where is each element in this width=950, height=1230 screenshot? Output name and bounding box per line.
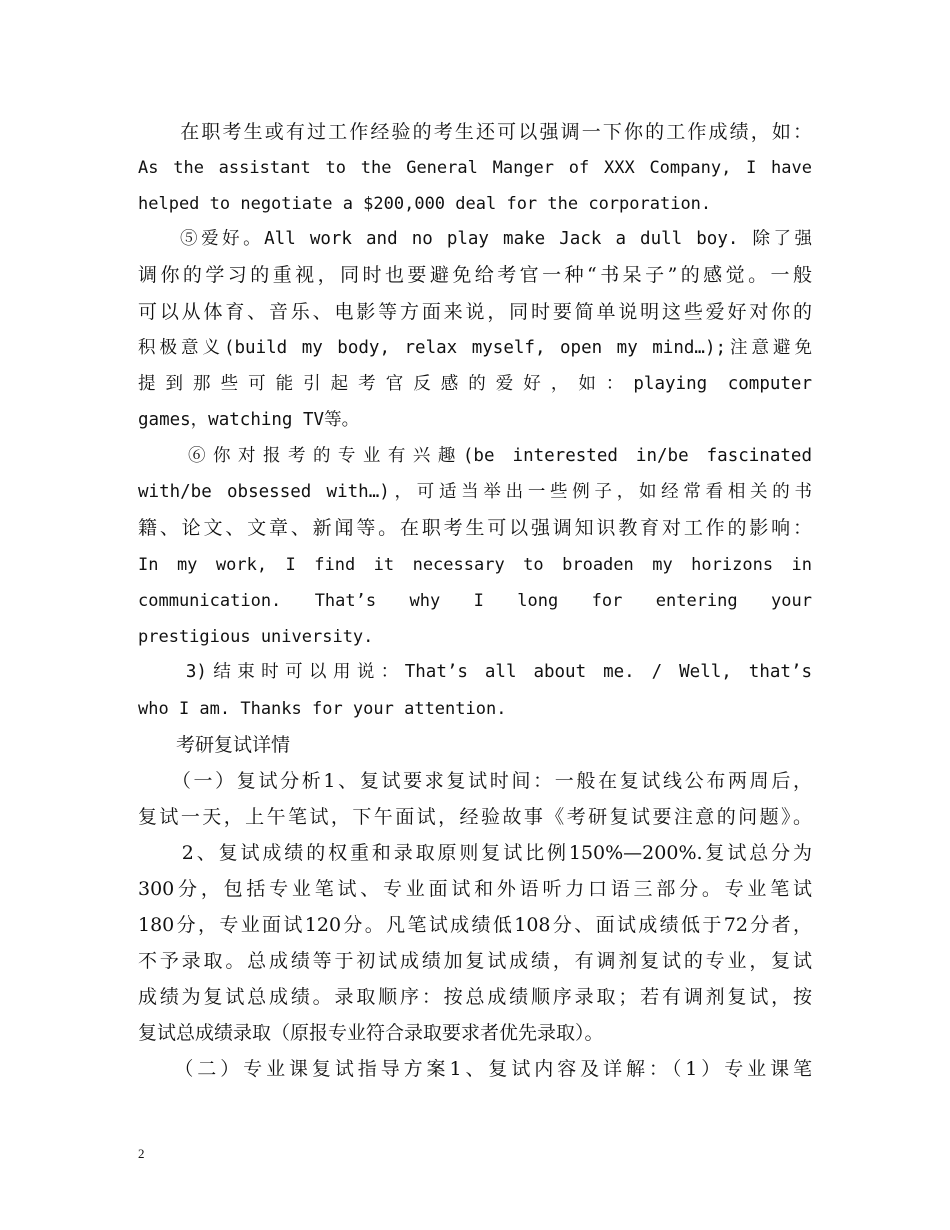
text-line: helped to negotiate a $200,000 deal for the corporation. [138, 194, 712, 214]
text-line: 可以从体育、音乐、电影等方面来说，同时要简单说明这些爱好对你的 [138, 301, 812, 323]
text-line: with/be obsessed with…)，可适当举出一些例子，如经常看相关的书 [138, 482, 812, 502]
text-line: 积极意义(build my body, relax myself, open my mind…);注意避免 [138, 338, 812, 358]
text-line: ⑥你对报考的专业有兴趣(be interested in/be fascinated [138, 446, 812, 466]
text-line: 调你的学习的重视，同时也要避免给考官一种“书呆子”的感觉。一般 [138, 264, 812, 286]
text-line: 300分，包括专业笔试、专业面试和外语听力口语三部分。专业笔试 [138, 878, 812, 900]
text-line: As the assistant to the General Manger of XXX Company, I have [138, 158, 812, 178]
text-line: 成绩为复试总成绩。录取顺序：按总成绩顺序录取；若有调剂复试，按 [138, 986, 812, 1008]
text-line: （二）专业课复试指导方案1、复试内容及详解：（1）专业课笔 [138, 1058, 812, 1080]
text-line: 不予录取。总成绩等于初试成绩加复试成绩，有调剂复试的专业，复试 [138, 950, 812, 972]
text-line: ⑤爱好。All work and no play make Jack a dull boy. 除了强 [138, 229, 812, 249]
text-line: 提到那些可能引起考官反感的爱好，如：playing computer [138, 374, 812, 394]
text-line: 复试总成绩录取（原报专业符合录取要求者优先录取）。 [138, 1022, 604, 1044]
text-line: games，watching TV等。 [138, 410, 360, 430]
text-line: 在职考生或有过工作经验的考生还可以强调一下你的工作成绩，如： [138, 121, 812, 143]
section-heading: 考研复试详情 [138, 734, 291, 756]
text-line: In my work, I find it necessary to broaden my horizons in [138, 555, 812, 575]
text-line: （一）复试分析1、复试要求复试时间：一般在复试线公布两周后， [138, 770, 812, 792]
text-line: communication. That’s why I long for entering your [138, 591, 812, 611]
text-line: 2、复试成绩的权重和录取原则复试比例150%—200%.复试总分为 [138, 842, 812, 864]
text-line: 3)结束时可以用说：That’s all about me. / Well, that’s [138, 662, 812, 682]
page-number: 2 [138, 1146, 145, 1161]
text-line: who I am. Thanks for your attention. [138, 699, 507, 719]
text-line: 复试一天，上午笔试，下午面试，经验故事《考研复试要注意的问题》。 [138, 806, 812, 828]
text-line: prestigious university. [138, 627, 374, 647]
text-line: 180分，专业面试120分。凡笔试成绩低108分、面试成绩低于72分者， [138, 914, 812, 936]
text-line: 籍、论文、文章、新闻等。在职考生可以强调知识教育对工作的影响： [138, 517, 812, 539]
